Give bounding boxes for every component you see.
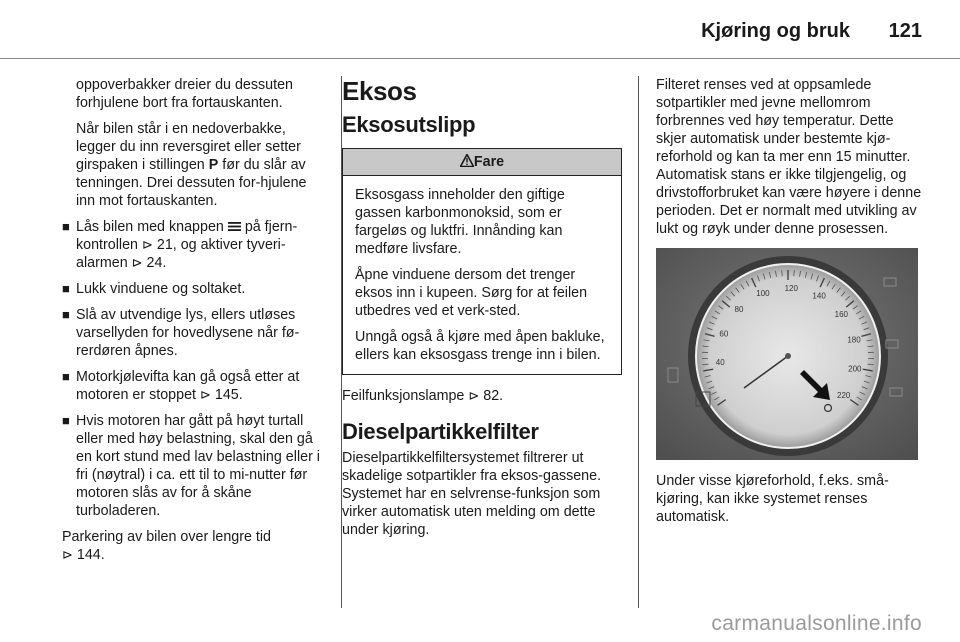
self-clean-note: Under visse kjøreforhold, f.eks. små-kjøring, kan ikke systemet renses automatisk.	[656, 473, 889, 525]
list-item	[62, 368, 326, 404]
warning-paragraph-3: Unngå også å kjøre med åpen bakluke, ellers kan eksosgass trenge inn i bilen.	[355, 329, 605, 363]
column-divider-2	[638, 76, 639, 608]
parking-reference	[62, 528, 326, 564]
intro-text-b: før du slår av tenningen. Drei dessuten for-hjulene inn mot fortauskanten.	[76, 157, 307, 209]
warning-title: Fare	[473, 154, 505, 170]
filter-paragraph: Filteret renses ved at oppsamlede sotpartikler med jevne mellomrom forbrennes ved høy temperatur. Dette skjer automatisk under bestemte kjø-reforhold og kan ta mer enn 15 minutter. Automatisk stans er ikke tilgjengelig, og drivstofforbruket kan være høyere i denne perioden. Det er normalt med utvikling av lukt og røyk under denne prosessen.	[656, 77, 922, 237]
square-bullet-icon: ■	[62, 307, 70, 322]
warning-header	[343, 149, 621, 176]
section-heading-eksos: Eksos	[342, 76, 417, 106]
gauge-label: 220	[837, 391, 851, 401]
warning-triangle-icon	[460, 154, 474, 170]
header-divider	[0, 58, 960, 59]
gauge-label: 80	[734, 304, 744, 314]
warning-paragraph-1: Eksosgass inneholder den giftige gassen karbonmonoksid, som er fargeløs og luktfri. Innånding kan medføre livsfare.	[355, 187, 565, 257]
gauge-label: 200	[848, 364, 862, 374]
square-bullet-icon: ■	[62, 219, 70, 234]
bullet4-text-a: Motorkjølevifta kan gå også etter at motoren er stoppet	[76, 369, 300, 403]
reference-arrow-icon: ⊳	[62, 547, 73, 562]
list-item	[62, 412, 326, 520]
parking-text: Parkering av bilen over lengre tid	[62, 529, 272, 545]
bullet3-text: Slå av utvendige lys, ellers utløses varsellyden for hovedlysene når fø-rerdøren åpnes.	[76, 307, 300, 359]
fault-lamp-page: 82.	[483, 388, 504, 404]
bullet2-text: Lukk vinduene og soltaket.	[76, 281, 246, 297]
fault-lamp-text: Feilfunksjonslampe	[342, 388, 465, 404]
warning-paragraph-2: Åpne vinduene dersom det trenger eksos inn i kupeen. Sørg for at feilen utbedres ved et verk-sted.	[355, 267, 588, 319]
gauge-label: 120	[784, 284, 798, 294]
subheading-eksosutslipp: Eksosutslipp	[342, 112, 476, 137]
column-middle	[342, 76, 622, 547]
dpf-paragraph: Dieselpartikkelfiltersystemet filtrerer ut skadelige sotpartikler fra eksos-gassene. Systemet har en selvrense-funksjon som virker automatisk uten melding om dette under kjøring.	[342, 450, 602, 538]
bullet4-text-b: 145.	[214, 387, 243, 403]
warning-body	[343, 176, 621, 374]
reference-arrow-icon: ⊳	[141, 237, 153, 252]
gauge-label: 180	[847, 335, 861, 345]
gear-p-label: P	[208, 157, 219, 173]
bullet1-text-d: 24.	[146, 255, 167, 271]
lock-button-icon	[228, 219, 241, 235]
reference-arrow-icon: ⊳	[131, 255, 143, 270]
reference-arrow-icon: ⊳	[200, 387, 211, 402]
fault-lamp-reference	[342, 387, 622, 405]
intro-text-a: Når bilen står i en nedoverbakke, legger du inn reversgiret eller setter girspaken i stillingen	[76, 121, 301, 173]
page-title: Kjøring og bruk	[701, 20, 850, 42]
list-item	[62, 280, 326, 298]
list-item	[62, 306, 326, 360]
intro-paragraph-2	[62, 120, 326, 210]
page-number: 121	[888, 20, 922, 42]
column-right	[656, 76, 924, 534]
watermark: carmanualsonline.info	[711, 612, 922, 635]
square-bullet-icon: ■	[62, 281, 70, 296]
gauge-label: 100	[756, 288, 770, 298]
speedometer-photo	[656, 248, 918, 460]
square-bullet-icon: ■	[62, 369, 70, 384]
parking-bullet-list	[62, 218, 326, 520]
square-bullet-icon: ■	[62, 413, 70, 428]
gauge-label: 40	[715, 357, 725, 367]
bullet1-text-b: på fjern-kontrollen	[76, 219, 298, 253]
gauge-label: 140	[812, 291, 826, 301]
bullet5-text: Hvis motoren har gått på høyt turtall eller med høy belastning, skal den gå en kort stund med lav belastning eller i fri (nøytral) i ca. ett til to mi-nutter før motoren slås av for å skåne turboladeren.	[76, 413, 320, 519]
page-header	[0, 14, 960, 54]
parking-page: 144.	[76, 547, 105, 563]
column-left	[62, 76, 326, 572]
bullet1-text-c: 21, og aktiver tyveri-alarmen	[76, 237, 286, 271]
danger-warning-box	[342, 148, 622, 375]
gauge-label: 60	[719, 329, 729, 339]
bullet1-text-a: Lås bilen med knappen	[76, 219, 224, 235]
subheading-dieselpartikkelfilter: Dieselpartikkelfilter	[342, 419, 539, 444]
reference-arrow-icon: ⊳	[468, 388, 480, 403]
intro-paragraph-1: oppoverbakker dreier du dessuten forhjulene bort fra fortauskanten.	[76, 77, 293, 111]
gauge-label: 160	[834, 309, 849, 319]
list-item	[62, 218, 326, 272]
